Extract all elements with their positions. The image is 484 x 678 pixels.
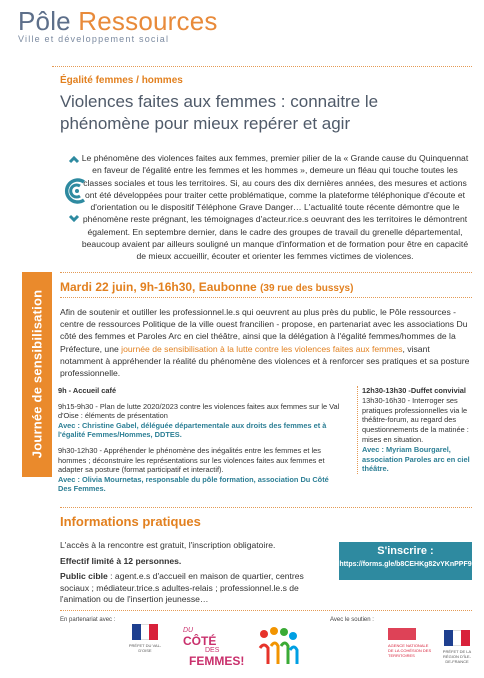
description-paragraph xyxy=(60,306,470,379)
anct-mark-icon xyxy=(388,628,416,640)
side-band xyxy=(22,272,52,477)
info-title: Informations pratiques xyxy=(60,514,201,529)
info-line-1: L'accès à la rencontre est gratuit, l'inscription obligatoire. xyxy=(60,540,276,550)
info-target-text: : agent.e.s d'accueil en maison de quartier, centres sociaux ; médiateur.trice.s adultes-relais ; professionnel.le.s de l'animation ou de l'insertion jeunesse… xyxy=(60,571,304,605)
divider-2 xyxy=(60,297,472,298)
para-after: , visant notamment à appréhender la réalité du phénomène des violences et à renforcer ses pratiques et sa posture professionnelle. xyxy=(60,343,470,379)
program-h1: 9h - Accueil café xyxy=(58,386,117,395)
logo-title-ressources: Ressources xyxy=(78,6,218,36)
prefet-text: PRÉFET DU VAL-D'OISE xyxy=(128,643,162,653)
side-heading: 12h30-13h30 -Duffet convivial xyxy=(362,386,466,395)
ducote-cote: CÔTÉ xyxy=(183,634,217,648)
register-label: S'inscrire : xyxy=(377,545,434,557)
partners-label: En partenariat avec : xyxy=(60,617,116,623)
register-link[interactable]: https://forms.gle/b8CEHKg82vYKnPPF9 xyxy=(339,561,472,568)
program-s1: 9h15-9h30 - Plan de lutte 2020/2023 contre les violences faites aux femmes sur le Val d'Oise : éléments de présentation xyxy=(58,401,340,421)
page-title: Violences faites aux femmes : connaitre le phénomène pour mieux repérer et agir xyxy=(60,92,379,133)
divider-1 xyxy=(60,272,472,273)
program-item-2 xyxy=(58,446,342,494)
program-item-1 xyxy=(58,402,342,440)
logo-title xyxy=(18,6,218,36)
side-session: 13h30-16h30 - Interroger ses pratiques professionnelles via le théâtre-forum, au regard des questionnements de la matinée : mises en situation. xyxy=(362,395,469,444)
event-date xyxy=(60,280,353,294)
info-block xyxy=(60,540,330,610)
program-speaker-1: Avec : Christine Gabel, déléguée départementale aux droits des femmes et à l'égalité Femmes/Hommes, DDTES. xyxy=(58,420,327,440)
side-speaker: Avec : Myriam Bourgarel, association Paroles arc en ciel théâtre. xyxy=(362,444,470,474)
prefet-region-text: PRÉFET DE LA RÉGION D'ÎLE-DE-FRANCE xyxy=(442,649,472,664)
program-afternoon xyxy=(357,386,474,474)
du-cote-des-femmes-logo xyxy=(183,626,245,666)
program-s2: 9h30-12h30 - Appréhender le phénomène des inégalités entre les femmes et les hommes ; déconstruire les représentations sur les violences faites aux femmes et adapter sa posture (format participatif et interactif). xyxy=(58,445,325,475)
prefet-region-logo xyxy=(440,630,474,664)
program-morning xyxy=(58,386,342,500)
event-date-text: Mardi 22 juin, 9h-16h30, Eaubonne xyxy=(60,280,257,294)
pole-ressources-logo xyxy=(18,6,218,44)
para-highlight: journée de sensibilisation à la lutte contre les violences faites aux femmes xyxy=(121,343,403,354)
info-target-label: Public cible xyxy=(60,571,108,582)
anct-logo xyxy=(388,628,432,658)
info-line-2: Effectif limité à 12 personnes. xyxy=(60,555,182,566)
ducote-femmes: FEMMES! xyxy=(189,654,245,668)
marianne-flag-icon xyxy=(132,624,158,640)
ducote-des: DES xyxy=(205,647,220,654)
logo-subtitle: Ville et développement social xyxy=(18,34,170,44)
ducote-du: DU xyxy=(183,627,194,634)
para-before: Afin de soutenir et outiller les professionnel.le.s qui oeuvrent au plus près du public, le Pôle ressources - centre de ressources Politique de la ville ouest francilien - propose, en partenariat avec les associations Du côté des femmes et Paroles Arc en ciel théâtre, ainsi que la délégation à l'égalité femmes/hommes de la Préfecture, une xyxy=(60,307,468,354)
category-kicker: Égalité femmes / hommes xyxy=(60,75,183,86)
anct-text: AGENCE NATIONALE DE LA COHÉSION DES TERRITOIRES xyxy=(388,643,432,658)
event-address: (39 rue des bussys) xyxy=(260,283,354,294)
info-line-3 xyxy=(60,571,330,606)
program-speaker-2: Avec : Olivia Mournetas, responsable du pôle formation, association Du Côté Des Femmes. xyxy=(58,474,329,494)
intro-paragraph: Le phénomène des violences faites aux femmes, premier pilier de la « Grande cause du Quinquennat en faveur de l'égalité entre les femmes et les hommes », demeure un fléau qui touche toutes les classes sociales et tous les territoires. Si, au cours des dix dernières années, des mesures et actions ont été développées pour traiter cette problématique, comme la plateforme téléphonique d'écoute et d'orientation ou le dispositif Téléphone Grave Danger… L'actualité toute récente démontre que le phénomène reste prégnant, les témoignages d'acteur.rice.s oeuvrant des les territoires le démontrent également. En septembre dernier, dans le cadre des groupes de travail du grenelle départemental, beaucoup avaient par ailleurs souligné un manque d'information et de formation pour être en capacité de mieux accueillir, écouter et orienter les femmes victimes de violences. xyxy=(81,153,469,262)
paroles-arc-en-ciel-logo-icon xyxy=(256,624,300,670)
prefet-val-doise-logo xyxy=(128,624,162,653)
divider-3 xyxy=(60,507,472,508)
logo-title-pole: Pôle xyxy=(18,6,71,36)
divider-4 xyxy=(60,610,472,611)
side-band-label: Journée de sensibilisation xyxy=(29,289,45,459)
support-label: Avec le soutien : xyxy=(330,617,374,623)
header-divider xyxy=(52,66,472,68)
marianne-flag-icon-2 xyxy=(444,630,470,646)
register-box[interactable] xyxy=(339,542,472,580)
